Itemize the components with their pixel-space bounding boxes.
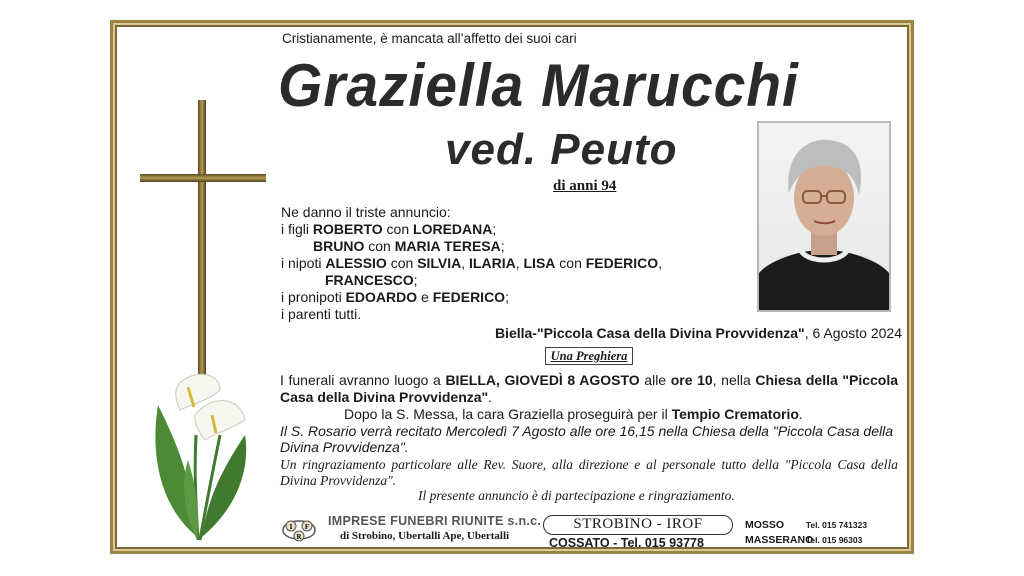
mourners-list [281, 204, 662, 323]
text: ore 10 [670, 372, 713, 388]
cross-icon [138, 100, 268, 390]
place-date [495, 325, 902, 341]
branch-item [745, 533, 867, 548]
text: BRUNO [313, 238, 365, 254]
text: . [488, 389, 493, 405]
text: , [658, 255, 662, 271]
branch-item [745, 518, 867, 533]
married-name: ved. Peuto [445, 125, 678, 174]
branch-city: MASSERANO [745, 534, 814, 546]
text: , nella [712, 372, 756, 388]
text: I funerali avranno luogo a [280, 372, 446, 388]
text: LISA [523, 255, 556, 271]
text: ; [413, 272, 418, 288]
text: ; [500, 238, 505, 254]
text: . [798, 406, 803, 422]
thanks-text: Un ringraziamento particolare alle Rev. Suore, alla direzione e al personale tutto della "Piccola Casa della Divina Provvidenza". [280, 457, 898, 488]
text: ; [492, 221, 497, 237]
cossato-phone: COSSATO - Tel. 015 93778 [549, 536, 704, 550]
mourners-line [281, 221, 662, 238]
rosary-text: Il S. Rosario verrà recitato Mercoledì 7 Agosto alle ore 16,15 nella Chiesa della "Piccola Casa della Divina Provvidenza". [280, 423, 893, 455]
text: i figli [281, 221, 313, 237]
text: Dopo la S. Messa, la cara Graziella proseguirà per il [344, 406, 672, 422]
place-text: Biella-"Piccola Casa della Divina Provvidenza" [494, 325, 805, 341]
deceased-name: Graziella Marucchi [278, 52, 799, 119]
text: ROBERTO [312, 221, 383, 237]
logo-letter: I [289, 523, 293, 531]
text: EDOARDO [345, 289, 418, 305]
text: FEDERICO [432, 289, 506, 305]
cremation-line [280, 406, 898, 423]
text: , [515, 255, 524, 271]
prayer-label: Una Preghiera [545, 347, 633, 365]
branch-phone: Tel. 015 741323 [805, 520, 868, 530]
ifr-logo-icon [279, 514, 319, 546]
logo-letter: F [304, 523, 310, 531]
text: ; [505, 289, 509, 305]
text: con [364, 238, 395, 254]
text: SILVIA [417, 255, 462, 271]
mourners-line [281, 255, 662, 272]
text: Chiesa della "Piccola Casa della Divina Provvidenza" [280, 372, 899, 405]
mourners-line [281, 238, 662, 255]
portrait-icon [759, 123, 889, 310]
text: MARIA TERESA [394, 238, 501, 254]
funeral-info [280, 372, 898, 423]
text: con [386, 255, 418, 271]
portrait-photo [757, 121, 891, 312]
logo-letter: R [296, 533, 302, 541]
strobino-badge: STROBINO - IROF [543, 515, 733, 535]
age-text: di anni 94 [553, 178, 617, 194]
company-name: IMPRESE FUNEBRI RIUNITE s.n.c. [328, 514, 542, 528]
text: alle [639, 372, 671, 388]
text: Tempio Crematorio [671, 406, 799, 422]
text: LOREDANA [413, 221, 493, 237]
text: FEDERICO [585, 255, 659, 271]
mourners-line: i parenti tutti. [281, 306, 362, 322]
mourners-line [281, 289, 662, 306]
text: i nipoti [281, 255, 326, 271]
text: , [461, 255, 470, 271]
branch-phone: Tel. 015 96303 [805, 535, 863, 545]
text: ILARIA [469, 255, 516, 271]
mourners-line [281, 272, 662, 289]
text: i pronipoti [281, 289, 346, 305]
text: FRANCESCO [325, 272, 414, 288]
text: con [555, 255, 586, 271]
calla-lily-illustration [150, 365, 260, 545]
participation-text: Il presente annuncio è di partecipazione e ringraziamento. [418, 488, 735, 503]
branch-list [745, 518, 867, 548]
text: ALESSIO [325, 255, 387, 271]
date-text: , 6 Agosto 2024 [804, 325, 902, 341]
funeral-line [280, 372, 898, 406]
intro-text: Cristianamente, è mancata all’affetto dei suoi cari [282, 31, 577, 46]
company-owners: di Strobino, Ubertalli Ape, Ubertalli [340, 530, 510, 542]
text: con [382, 221, 414, 237]
text: BIELLA, GIOVEDÌ 8 AGOSTO [445, 372, 640, 388]
mourners-line: Ne danno il triste annuncio: [281, 204, 451, 220]
text: e [417, 289, 433, 305]
branch-city: MOSSO [745, 519, 785, 531]
